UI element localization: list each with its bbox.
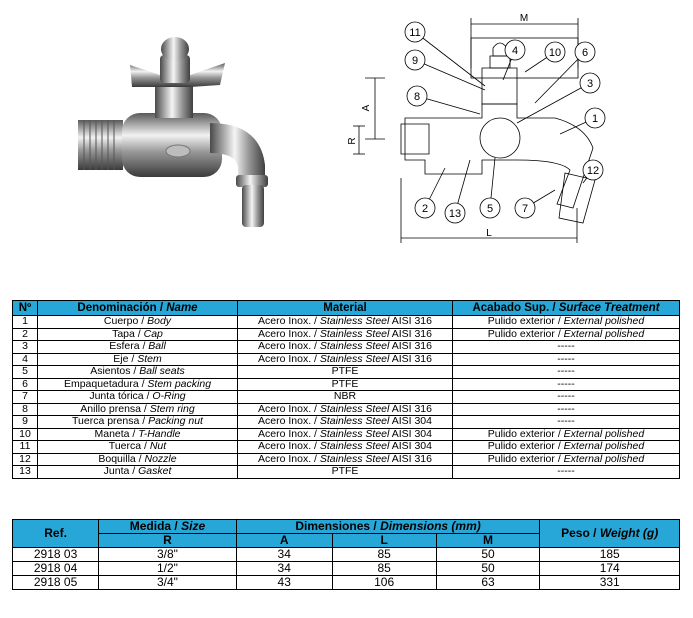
dims-header-row-1 (13, 520, 680, 534)
part-name-es: Tuerca / (108, 440, 147, 453)
part-material-b: Stainless Steel (319, 327, 390, 340)
part-name-en: Stem ring (149, 402, 195, 415)
part-material-b: Stainless Steel (319, 352, 390, 365)
part-name (38, 391, 238, 404)
header-weight-es: Peso / (561, 526, 597, 540)
part-no: 8 (13, 403, 38, 416)
callout-7 (515, 198, 535, 218)
part-name-es: Anillo prensa / (80, 402, 147, 415)
header-finish-es: Acabado Sup. / (472, 302, 556, 314)
header-name-en: Name (166, 302, 198, 314)
part-material-a: Acero Inox. / (258, 315, 317, 328)
callout-13 (445, 203, 465, 223)
part-material-c: AISI 304 (391, 440, 432, 453)
part-material-a: Acero Inox. / (258, 452, 317, 465)
part-name (38, 428, 238, 441)
part-material (238, 341, 453, 354)
callout-1 (585, 108, 605, 128)
part-finish-a: ----- (557, 340, 575, 353)
part-name-en: Gasket (138, 465, 172, 478)
part-material (238, 366, 453, 379)
part-no: 4 (13, 353, 38, 366)
part-name-es: Tuerca prensa / (72, 415, 146, 428)
part-finish-b: External polished (563, 452, 645, 465)
callout-8 (407, 86, 427, 106)
part-name (38, 453, 238, 466)
part-name (38, 316, 238, 329)
callout-9 (405, 50, 425, 70)
part-material-a: Acero Inox. / (258, 440, 317, 453)
part-material-a: Acero Inox. / (258, 352, 317, 365)
dims-m: 50 (436, 548, 540, 562)
part-material-b: Stainless Steel (319, 402, 390, 415)
dims-size: 3/8" (99, 548, 237, 562)
part-no: 12 (13, 453, 38, 466)
part-material-a: Acero Inox. / (258, 415, 317, 428)
part-name-en: Nozzle (144, 452, 177, 465)
part-material-a: Acero Inox. / (258, 327, 317, 340)
part-name-es: Maneta / (94, 427, 136, 440)
header-weight-en: Weight (g) (599, 526, 659, 540)
dims-a: 34 (236, 562, 332, 576)
svg-text:8: 8 (413, 91, 421, 103)
header-size-en: Size (181, 519, 206, 533)
part-name-es: Eje / (113, 352, 135, 365)
part-name-en: Stem packing (147, 377, 212, 390)
svg-text:11: 11 (409, 27, 421, 39)
header-finish (453, 301, 680, 316)
part-name-en: T-Handle (138, 427, 181, 440)
dims-size: 1/2" (99, 562, 237, 576)
header-weight (540, 520, 680, 548)
dims-ref: 2918 04 (13, 562, 99, 576)
part-material-c: AISI 316 (391, 402, 432, 415)
dims-ref: 2918 05 (13, 576, 99, 590)
dims-ref: 2918 03 (13, 548, 99, 562)
part-material-c: AISI 316 (391, 315, 432, 328)
part-material-a: PTFE (331, 377, 359, 390)
header-material: Material (238, 301, 453, 316)
part-name-en: Packing nut (148, 415, 203, 428)
part-name (38, 403, 238, 416)
svg-text:5: 5 (486, 203, 494, 215)
part-no: 6 (13, 378, 38, 391)
dims-l: 106 (332, 576, 436, 590)
svg-text:7: 7 (521, 203, 529, 215)
part-name (38, 353, 238, 366)
dims-a: 34 (236, 548, 332, 562)
part-material-b: Stainless Steel (319, 452, 390, 465)
part-material-c: AISI 304 (391, 415, 432, 428)
header-no: Nº (13, 301, 38, 316)
header-size (99, 520, 237, 534)
callout-6 (575, 42, 595, 62)
part-material-c: AISI 316 (391, 327, 432, 340)
svg-text:10: 10 (548, 47, 562, 59)
part-no: 11 (13, 441, 38, 454)
dims-weight: 185 (540, 548, 680, 562)
part-finish (453, 391, 680, 404)
part-finish-b: External polished (563, 327, 645, 340)
part-finish-b: External polished (563, 440, 645, 453)
parts-row (13, 378, 680, 391)
part-name-es: Empaquetadura / (63, 377, 145, 390)
part-material-c: AISI 316 (391, 352, 432, 365)
part-finish-a: Pulido exterior / (487, 440, 561, 453)
part-material (238, 391, 453, 404)
parts-row (13, 391, 680, 404)
part-material-a: Acero Inox. / (258, 427, 317, 440)
part-material-c: AISI 316 (391, 340, 432, 353)
callout-4 (505, 40, 525, 60)
dims-size: 3/4" (99, 576, 237, 590)
parts-row (13, 441, 680, 454)
part-name-es: Esfera / (109, 340, 146, 353)
dimensions-table (12, 519, 680, 590)
dims-weight: 174 (540, 562, 680, 576)
dims-m: 50 (436, 562, 540, 576)
parts-row (13, 416, 680, 429)
header-size-es: Medida / (129, 519, 178, 533)
dim-label-l: L (486, 228, 492, 239)
part-finish-a: ----- (557, 377, 575, 390)
part-name (38, 466, 238, 479)
header-dimensions (236, 520, 540, 534)
technical-drawing (345, 8, 690, 248)
part-no: 7 (13, 391, 38, 404)
parts-table (12, 300, 680, 479)
svg-text:4: 4 (511, 45, 519, 57)
parts-row (13, 353, 680, 366)
header-ref: Ref. (13, 520, 99, 548)
callout-12 (583, 160, 603, 180)
part-material (238, 466, 453, 479)
part-material-c: AISI 304 (391, 427, 432, 440)
header-finish-en: Surface Treatment (558, 302, 660, 314)
header-a: A (236, 534, 332, 548)
part-name-en: O-Ring (152, 390, 186, 403)
part-material (238, 353, 453, 366)
parts-row (13, 366, 680, 379)
part-no: 10 (13, 428, 38, 441)
part-name-en: Stem (137, 352, 162, 365)
part-finish-a: ----- (557, 365, 575, 378)
part-name-es: Junta / (103, 465, 136, 478)
part-finish-a: ----- (557, 415, 575, 428)
part-material (238, 403, 453, 416)
part-name (38, 416, 238, 429)
parts-row (13, 341, 680, 354)
part-finish-a: ----- (557, 352, 575, 365)
parts-row (13, 466, 680, 479)
callout-11 (405, 22, 425, 42)
part-finish-a: Pulido exterior / (487, 327, 561, 340)
part-name-es: Junta tórica / (89, 390, 150, 403)
part-material (238, 328, 453, 341)
part-finish (453, 328, 680, 341)
part-finish-b: External polished (563, 315, 645, 328)
part-finish-b: External polished (563, 427, 645, 440)
part-no: 3 (13, 341, 38, 354)
header-dims-en: Dimensions (mm) (380, 519, 481, 533)
part-finish-a: ----- (557, 402, 575, 415)
part-no: 13 (13, 466, 38, 479)
part-material-b: Stainless Steel (319, 415, 390, 428)
part-finish (453, 416, 680, 429)
part-material-a: Acero Inox. / (258, 340, 317, 353)
callout-2 (415, 198, 435, 218)
parts-header-row (13, 301, 680, 316)
part-material (238, 416, 453, 429)
part-material (238, 316, 453, 329)
parts-row (13, 328, 680, 341)
part-finish-a: Pulido exterior / (487, 427, 561, 440)
part-no: 2 (13, 328, 38, 341)
svg-text:1: 1 (591, 113, 599, 125)
parts-row (13, 316, 680, 329)
header-size-r: R (99, 534, 237, 548)
part-name-en: Body (147, 315, 172, 328)
part-name (38, 441, 238, 454)
header-l: L (332, 534, 436, 548)
part-name-es: Cuerpo / (103, 315, 145, 328)
part-finish-a: ----- (557, 390, 575, 403)
part-finish (453, 403, 680, 416)
dim-label-a: A (361, 104, 372, 112)
part-material-a: PTFE (331, 365, 359, 378)
part-material (238, 441, 453, 454)
callout-5 (480, 198, 500, 218)
dim-label-m: M (519, 13, 529, 24)
part-finish-a: Pulido exterior / (487, 452, 561, 465)
parts-row (13, 453, 680, 466)
part-name (38, 366, 238, 379)
part-finish (453, 466, 680, 479)
part-finish-a: ----- (557, 465, 575, 478)
part-finish (453, 441, 680, 454)
header-m: M (436, 534, 540, 548)
dims-l: 85 (332, 562, 436, 576)
part-material-a: PTFE (331, 465, 359, 478)
part-material-b: Stainless Steel (319, 427, 390, 440)
part-material-a: NBR (333, 390, 357, 403)
part-finish (453, 453, 680, 466)
part-material-b: Stainless Steel (319, 315, 390, 328)
svg-text:6: 6 (581, 47, 589, 59)
part-finish (453, 353, 680, 366)
svg-text:3: 3 (586, 78, 594, 90)
svg-text:12: 12 (586, 165, 600, 177)
dims-row (13, 562, 680, 576)
dims-weight: 331 (540, 576, 680, 590)
part-name-en: Ball (148, 340, 166, 353)
part-finish (453, 378, 680, 391)
product-photo (60, 25, 310, 250)
part-material-c: AISI 316 (391, 452, 432, 465)
dims-m: 63 (436, 576, 540, 590)
dims-a: 43 (236, 576, 332, 590)
part-material-b: Stainless Steel (319, 340, 390, 353)
part-no: 5 (13, 366, 38, 379)
svg-text:9: 9 (411, 55, 419, 67)
part-name-es: Tapa / (112, 327, 141, 340)
parts-row (13, 403, 680, 416)
header-name (38, 301, 238, 316)
part-finish (453, 341, 680, 354)
callout-3 (580, 73, 600, 93)
header-dims-es: Dimensiones / (295, 519, 377, 533)
svg-text:2: 2 (421, 203, 429, 215)
part-material (238, 453, 453, 466)
dims-l: 85 (332, 548, 436, 562)
part-material-b: Stainless Steel (319, 440, 390, 453)
parts-row (13, 428, 680, 441)
part-material (238, 378, 453, 391)
header-name-es: Denominación / (77, 302, 164, 314)
dims-row (13, 548, 680, 562)
part-name (38, 378, 238, 391)
part-name-es: Boquilla / (98, 452, 142, 465)
part-finish (453, 366, 680, 379)
part-finish-a: Pulido exterior / (487, 315, 561, 328)
part-no: 9 (13, 416, 38, 429)
part-no: 1 (13, 316, 38, 329)
svg-text:13: 13 (448, 208, 462, 220)
part-name-en: Nut (149, 440, 167, 453)
part-name-en: Ball seats (139, 365, 185, 378)
dims-row (13, 576, 680, 590)
part-material-a: Acero Inox. / (258, 402, 317, 415)
part-name (38, 328, 238, 341)
dim-label-r: R (347, 137, 358, 145)
part-material (238, 428, 453, 441)
part-name (38, 341, 238, 354)
callout-10 (545, 42, 565, 62)
part-finish (453, 428, 680, 441)
part-name-en: Cap (143, 327, 163, 340)
part-name-es: Asientos / (90, 365, 137, 378)
part-finish (453, 316, 680, 329)
